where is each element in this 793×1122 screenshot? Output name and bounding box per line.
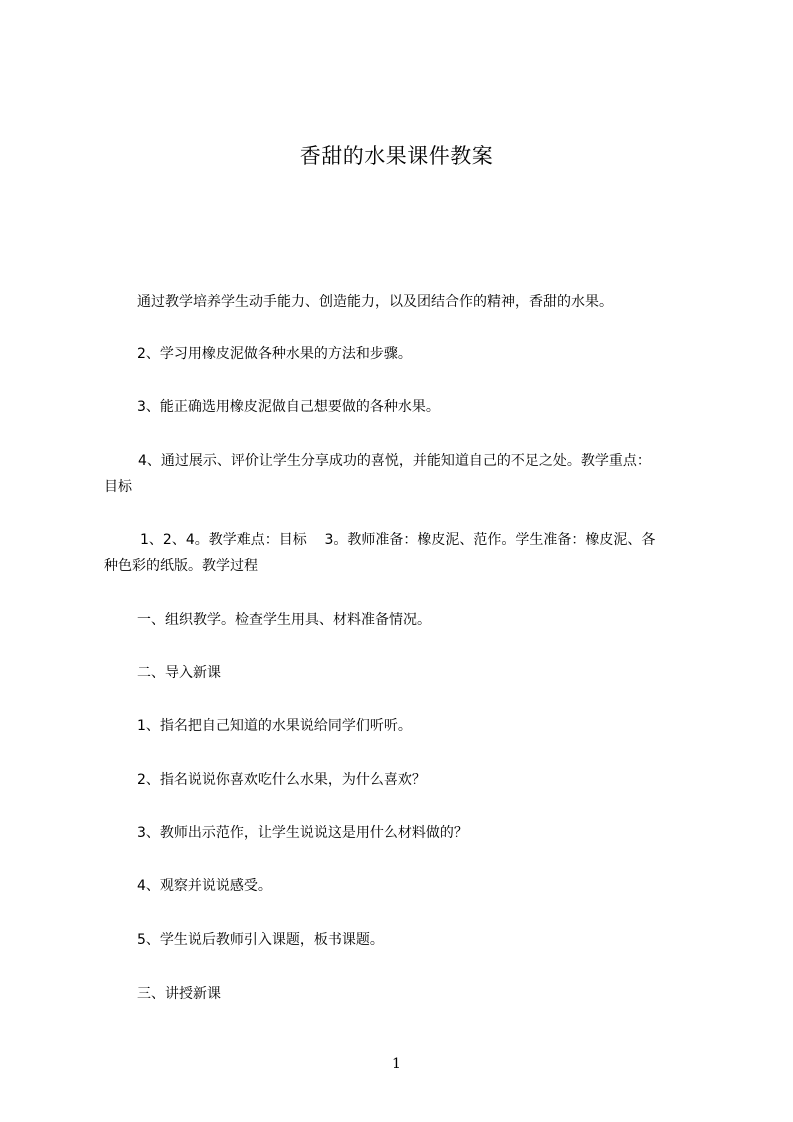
step-2: [137, 767, 426, 793]
paragraph-goal-4: [104, 448, 651, 500]
paragraph-line: 2、学习用橡皮泥做各种水果的方法和步骤。: [137, 346, 412, 362]
section-introduce-lesson: [137, 660, 221, 686]
paragraph-line: 4、通过展示、评价让学生分享成功的喜悦，并能知道自己的不足之处。教学重点：: [138, 453, 651, 469]
paragraph-line: 目标: [104, 479, 132, 495]
section-new-lesson: [137, 981, 221, 1007]
paragraph-line: 三、讲授新课: [137, 986, 221, 1002]
step-5: [137, 927, 384, 953]
paragraph-line: 二、导入新课: [137, 665, 221, 681]
page-number: 1: [392, 1056, 401, 1072]
paragraph-goal-1: [137, 289, 613, 315]
step-1: [137, 713, 412, 739]
paragraph-line: 种色彩的纸版。教学过程: [104, 558, 258, 574]
paragraph-line: 通过教学培养学生动手能力、创造能力，以及团结合作的精神，香甜的水果。: [137, 294, 613, 310]
paragraph-line: 3、能正确选用橡皮泥做自己想要做的各种水果。: [137, 399, 440, 415]
paragraph-preparation: [104, 527, 655, 579]
paragraph-line: 一、组织教学。检查学生用具、材料准备情况。: [137, 612, 431, 628]
section-organize-teaching: [137, 607, 431, 633]
paragraph-goal-2: [137, 341, 412, 367]
document-title: 香甜的水果课件教案: [299, 144, 494, 168]
paragraph-line: 3、教师出示范作，让学生说说这是用什么材料做的？: [137, 825, 468, 841]
paragraph-line: 4、观察并说说感受。: [137, 878, 272, 894]
paragraph-line: 2、指名说说你喜欢吃什么水果，为什么喜欢？: [137, 772, 426, 788]
step-3: [137, 820, 468, 846]
paragraph-line: 5、学生说后教师引入课题，板书课题。: [137, 932, 384, 948]
paragraph-goal-3: [137, 394, 440, 420]
paragraph-line: 1、2、4。教学难点：目标 3。教师准备：橡皮泥、范作。学生准备：橡皮泥、各: [140, 532, 656, 548]
paragraph-line: 1、指名把自己知道的水果说给同学们听听。: [137, 718, 412, 734]
step-4: [137, 873, 272, 899]
